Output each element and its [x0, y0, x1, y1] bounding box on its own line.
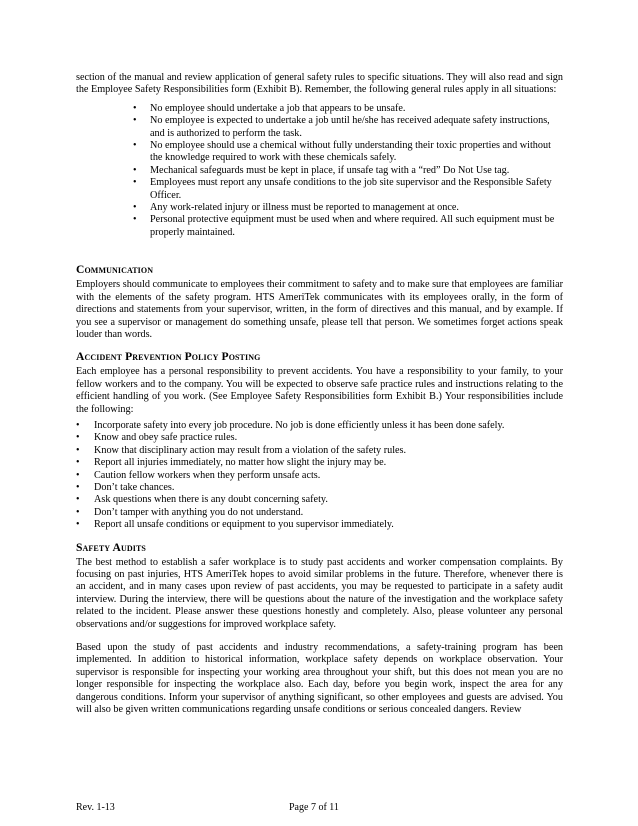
list-item: • Report all unsafe conditions or equipment to you supervisor immediately. [94, 519, 563, 531]
general-rules-list [76, 103, 563, 239]
revision-label: Rev. 1-13 [76, 802, 115, 813]
page-footer [76, 802, 563, 816]
list-item: • Report all injuries immediately, no matter how slight the injury may be. [94, 457, 563, 469]
safety-audits-paragraph-1: The best method to establish a safer workplace is to study past accidents and worker compensation complaints. By focusing on past injuries, HTS AmeriTek hopes to avoid similar problems in the future. Therefore, whenever there is an accident, and in many cases upon review of past accidents, you may be requested to participate in a safety audit interview. During the interview, there will be questions about the nature of the investigation and the workplace safety related to the incident. Please answer these questions honestly and completely. Also, please volunteer any personal observations and/or suggestions for improved workplace safety. [76, 556, 563, 630]
intro-paragraph: section of the manual and review application of general safety rules to specific situations. They will also read and sign the Employee Safety Responsibilities form (Exhibit B). Remember, the following general rules apply in all situations: [76, 72, 563, 96]
list-item: • Mechanical safeguards must be kept in place, if unsafe tag with a “red” Do Not Use tag. [150, 165, 563, 177]
list-item: • Personal protective equipment must be used when and where required. All such equipment must be properly maintained. [150, 214, 563, 239]
list-item: • No employee is expected to undertake a job until he/she has received adequate safety instructions, and is authorized to perform the task. [150, 115, 563, 140]
safety-audits-heading: Safety Audits [76, 540, 146, 554]
accident-prevention-paragraph: Each employee has a personal responsibility to prevent accidents. You have a responsibility to your family, to your fellow workers and to the company. You will be expected to observe safe practice rules and instructions relating to the efficient handling of you work. (See Employee Safety Responsibilities form Exhibit B.) Your responsibilities include the following: [76, 366, 563, 415]
responsibilities-list [76, 420, 563, 532]
accident-prevention-heading: Accident Prevention Policy Posting [76, 350, 261, 364]
list-item: • Any work-related injury or illness must be reported to management at once. [150, 202, 563, 214]
page-content [76, 72, 563, 716]
safety-audits-paragraph-2: Based upon the study of past accidents and industry recommendations, a safety-training program has been implemented. In addition to historical information, workplace safety depends on workplace observation. Your supervisor is responsible for inspecting your working area throughout your shift, but this does not mean you are no longer responsible for inspecting the workplace also. Each day, before you begin work, inspect the area for any dangerous conditions. Inform your supervisor of anything significant, so other employees and guests are advised. You will also be given written communications regarding unsafe conditions or serious concealed dangers. Review [76, 642, 563, 716]
page-number: Page 7 of 11 [289, 802, 339, 813]
communication-paragraph: Employers should communicate to employees their commitment to safety and to make sure that employees are familiar with the elements of the safety program. HTS AmeriTek communicates with its employees orally, in the form of directions and statements from your supervisor, written, in the form of directives and this manual, and by example. If you see a supervisor or management do something unsafe, please tell that person. We sometimes forget actions speak louder than words. [76, 279, 563, 340]
list-item: • Caution fellow workers when they perform unsafe acts. [94, 470, 563, 482]
list-item: • No employee should undertake a job that appears to be unsafe. [150, 103, 563, 115]
list-item: • Know and obey safe practice rules. [94, 432, 563, 444]
list-item: • Ask questions when there is any doubt concerning safety. [94, 494, 563, 506]
list-item: • Don’t tamper with anything you do not understand. [94, 507, 563, 519]
list-item: • Know that disciplinary action may result from a violation of the safety rules. [94, 445, 563, 457]
list-item: • No employee should use a chemical without fully understanding their toxic properties and without the knowledge required to work with these chemicals safely. [150, 140, 563, 165]
list-item: • Employees must report any unsafe conditions to the job site supervisor and the Responsible Safety Officer. [150, 177, 563, 202]
list-item: • Don’t take chances. [94, 482, 563, 494]
list-item: • Incorporate safety into every job procedure. No job is done efficiently unless it has been done safely. [94, 420, 563, 432]
communication-heading: Communication [76, 263, 154, 277]
